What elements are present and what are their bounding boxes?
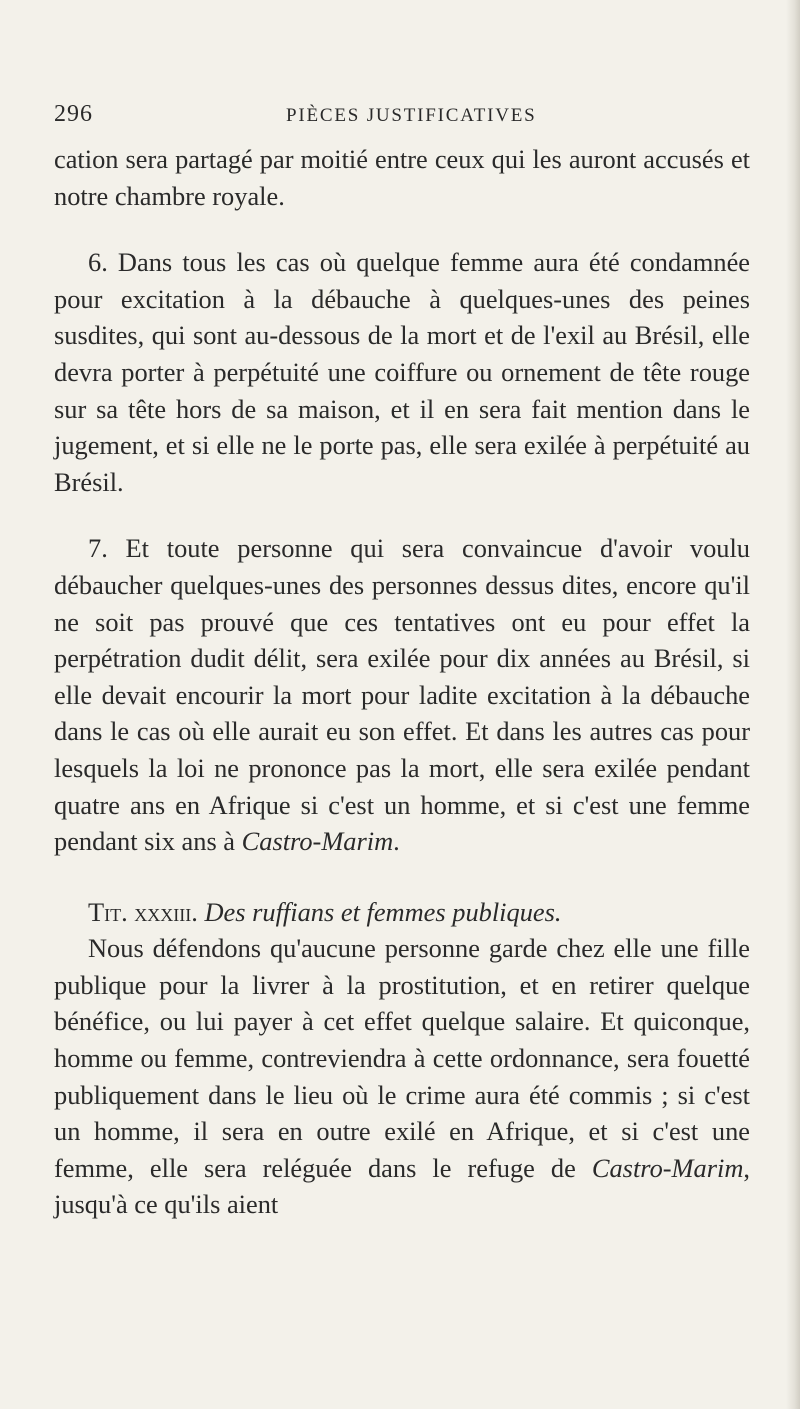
title-33-text: Nous défendons qu'aucune personne garde chez elle une fille publique pour la livrer à la prostitution, et en retirer quelque bénéfice, ou lui payer à cet effet quelque salaire. Et quiconque, homme ou femme, contreviendra à cette ordonnance, sera fouetté publiquement dans le lieu où le crime aura été commis ; si c'est un homme, il sera en outre exilé en Afrique, et si c'est une femme, elle sera reléguée dans le refuge de <box>54 933 750 1183</box>
running-title: PIÈCES JUSTIFICATIVES <box>286 105 537 126</box>
title-33-label: Tit. xxxiii. <box>88 896 198 927</box>
page-number: 296 <box>54 101 93 127</box>
article-6-paragraph: 6. Dans tous les cas où quelque femme aura été condamnée pour excitation à la débauche à quelques-unes des peines susdites, qui sont au-dessous de la mort et de l'exil au Brésil, elle devra porter à perpétuité une coiffure ou ornement de tête rouge sur sa tête hors de sa maison, et il en sera fait mention dans le jugement, et si elle ne le porte pas, elle sera exilée à perpétuité au Brésil. <box>54 247 750 497</box>
article-7-place: Castro-Marim <box>241 826 394 857</box>
article-7-text: 7. Et toute personne qui sera convaincue d'avoir voulu débaucher quelques-unes des personnes dessus dites, encore qu'il ne soit pas prouvé que ces tentatives ont eu pour effet la perpétration dudit délit, sera exilée pour dix années au Brésil, si elle devait encourir la mort pour ladite excitation à la débauche dans le cas où elle aurait eu son effet. Et dans les autres cas pour lesquels la loi ne prononce pas la mort, elle sera exilée pendant quatre ans en Afrique si c'est un homme, et si c'est une femme pendant six ans à <box>54 533 750 857</box>
page-header <box>54 101 744 141</box>
article-7-end: . <box>393 826 400 857</box>
page-edge-shadow <box>786 0 800 1409</box>
title-33-place: Castro-Marim <box>591 1152 744 1183</box>
article-7-paragraph <box>54 530 750 859</box>
page-body <box>54 141 750 1223</box>
continuation-paragraph: cation sera partagé par moitié entre ceux qui les auront accusés et notre chambre royale. <box>54 144 750 211</box>
title-33-heading: Des ruffians et femmes publiques. <box>204 896 562 927</box>
title-33-paragraph <box>54 930 750 1223</box>
title-33-heading-line <box>54 894 750 931</box>
title-33-text-end: , jusqu'à ce qu'ils aient <box>54 1152 750 1220</box>
